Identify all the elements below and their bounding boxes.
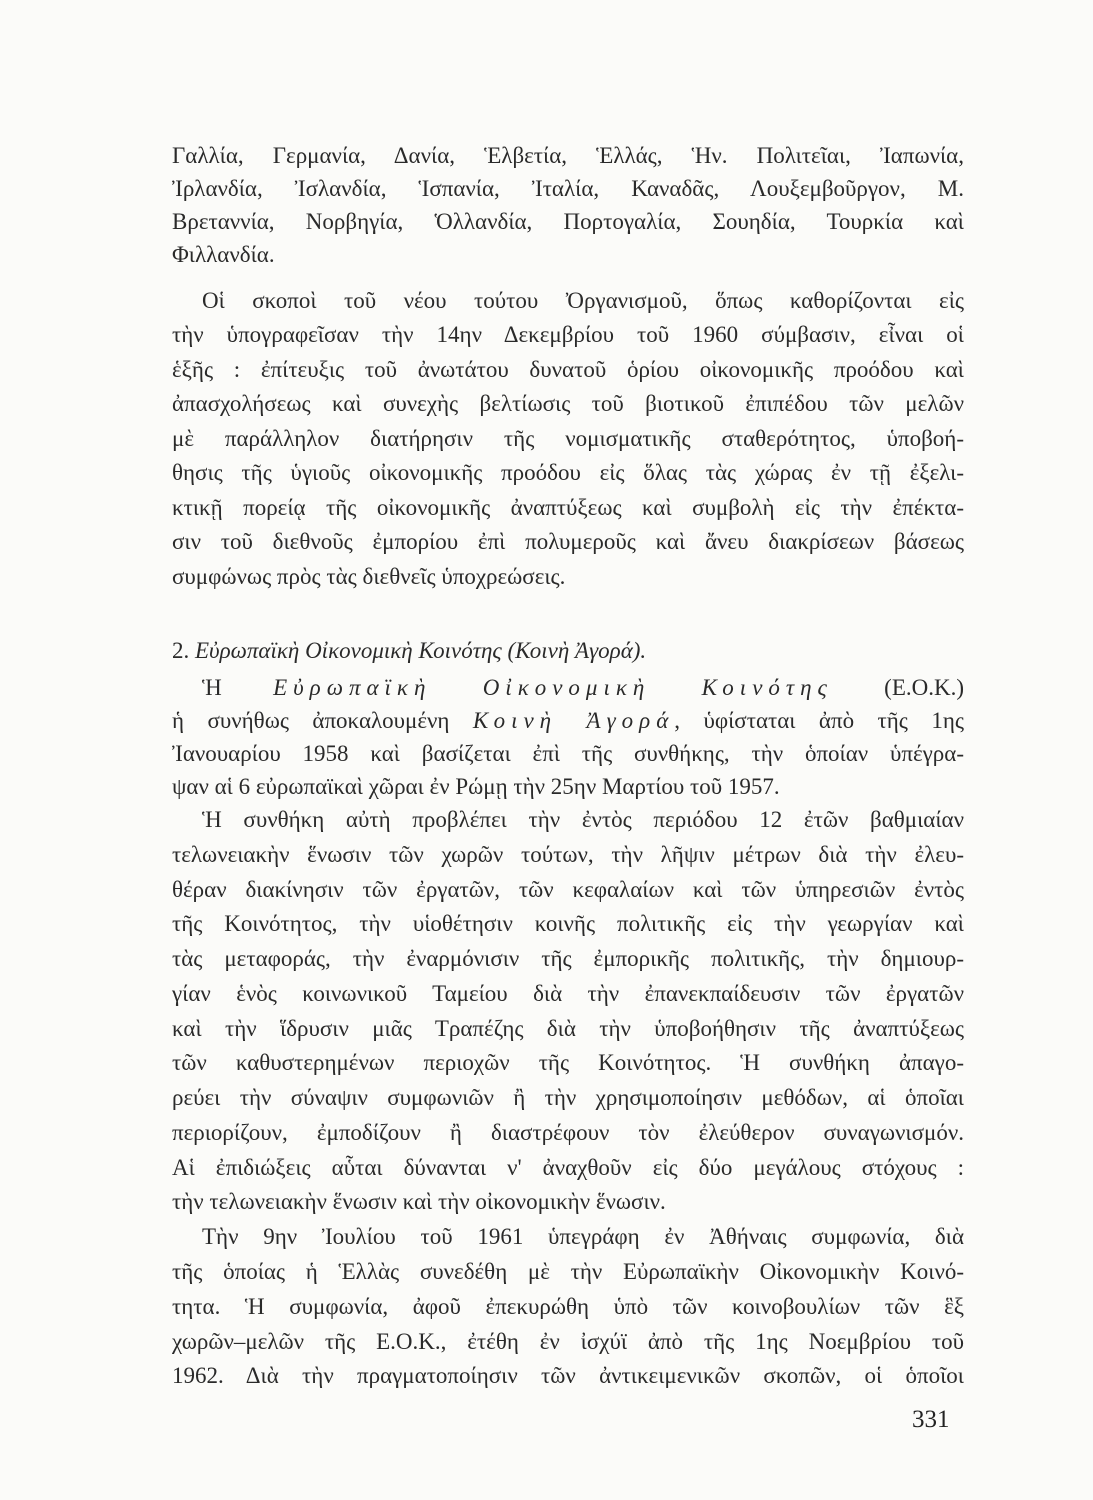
text-span: Αἱ ἐπιδιώξεις αὗται δύνανται ν' ἀναχθοῦν εἰς δύο μεγάλους στόχους : (172, 1155, 964, 1180)
text-span (650, 675, 701, 700)
emphasized-text: Κοινότης (701, 675, 833, 700)
text-span: συμφώνως πρὸς τὰς διεθνεῖς ὑποχρεώσεις. (172, 564, 566, 589)
text-line (172, 563, 964, 591)
text-span: τὴν ὑπογραφεῖσαν τὴν 14ην Δεκεμβρίου τοῦ 1960 σύμβασιν, εἶναι οἱ (172, 322, 964, 347)
text-line (172, 287, 964, 315)
text-line (172, 674, 964, 702)
text-span: θέραν διακίνησιν τῶν ἐργατῶν, τῶν κεφαλαίων καὶ τῶν ὑπηρεσιῶν ἐντὸς (172, 877, 964, 902)
emphasized-text: Εὐρωπαϊκὴ Οἰκονομικὴ Κοινότης (Κοινὴ Ἀγορά). (195, 638, 647, 663)
text-span: κτικῇ πορείᾳ τῆς οἰκονομικῆς ἀναπτύξεως καὶ συμβολὴ εἰς τὴν ἐπέκτα- (172, 495, 964, 520)
emphasized-text: Κοινὴ Ἀγορά (472, 708, 675, 733)
text-line (172, 1223, 964, 1251)
page-number: 331 (912, 1406, 950, 1433)
text-line (172, 1119, 964, 1147)
text-line (172, 494, 964, 522)
text-span: τὴν τελωνειακὴν ἕνωσιν καὶ τὴν οἰκονομικὴν ἕνωσιν. (172, 1189, 666, 1214)
text-line (172, 773, 964, 801)
text-line (172, 528, 964, 556)
text-span: χωρῶν–μελῶν τῆς Ε.Ο.Κ., ἐτέθη ἐν ἰσχύϊ ἀπὸ τῆς 1ης Νοεμβρίου τοῦ (172, 1329, 964, 1354)
text-span: Φιλλανδία. (172, 242, 275, 267)
text-line (172, 175, 964, 203)
text-span: Οἱ σκοποὶ τοῦ νέου τούτου Ὀργανισμοῦ, ὅπως καθορίζονται εἰς (202, 288, 964, 313)
text-span: ἡ συνήθως ἀποκαλουμένη (172, 708, 473, 733)
text-line (172, 459, 964, 487)
text-span: σιν τοῦ διεθνοῦς ἐμπορίου ἐπὶ πολυμεροῦς καὶ ἄνευ διακρίσεων βάσεως (172, 529, 964, 554)
text-line (172, 208, 964, 236)
text-span: Τὴν 9ην Ἰουλίου τοῦ 1961 ὑπεγράφη ἐν Ἀθήναις συμφωνία, διὰ (202, 1224, 964, 1249)
text-line (172, 1015, 964, 1043)
text-span: ἀπασχολήσεως καὶ συνεχὴς βελτίωσις τοῦ βιοτικοῦ ἐπιπέδου τῶν μελῶν (172, 391, 964, 416)
text-line (172, 1049, 964, 1077)
text-line (172, 1362, 964, 1390)
text-span: τῆς ὁποίας ἡ Ἑλλὰς συνεδέθη μὲ τὴν Εὐρωπαϊκὴν Οἰκονομικὴν Κοινό- (172, 1259, 964, 1284)
text-line (172, 945, 964, 973)
text-line (172, 980, 964, 1008)
text-line (172, 321, 964, 349)
emphasized-text: Οἰκονομικὴ (482, 675, 651, 700)
text-span: Ἰρλανδία, Ἰσλανδία, Ἱσπανία, Ἰταλία, Καναδᾶς, Λουξεμβοῦργον, Μ. (172, 176, 964, 201)
text-span: Ἰανουαρίου 1958 καὶ βασίζεται ἐπὶ τῆς συνθήκης, τὴν ὁποίαν ὑπέγρα- (172, 741, 964, 766)
text-line (172, 1293, 964, 1321)
text-span: ψαν αἱ 6 εὐρωπαϊκαὶ χῶραι ἐν Ρώμῃ τὴν 25ην Μαρτίου τοῦ 1957. (172, 774, 780, 799)
text-line (172, 142, 964, 170)
text-line (172, 425, 964, 453)
text-span: (Ε.Ο.Κ.) (832, 675, 965, 700)
text-span: τῶν καθυστερημένων περιοχῶν τῆς Κοινότητος. Ἡ συνθήκη ἀπαγο- (172, 1050, 964, 1075)
text-line (172, 1154, 964, 1182)
text-span: περιορίζουν, ἐμποδίζουν ἢ διαστρέφουν τὸν ἐλεύθερον συναγωνισμόν. (172, 1120, 964, 1145)
text-span: Γαλλία, Γερμανία, Δανία, Ἑλβετία, Ἑλλάς, Ἡν. Πολιτεῖαι, Ἰαπωνία, (172, 143, 964, 168)
text-span: τῆς Κοινότητος, τὴν υἱοθέτησιν κοινῆς πολιτικῆς εἰς τὴν γεωργίαν καὶ (172, 911, 964, 936)
text-line (172, 876, 964, 904)
text-line (172, 1084, 964, 1112)
text-line (172, 241, 964, 269)
text-span: Ἡ συνθήκη αὐτὴ προβλέπει τὴν ἐντὸς περιόδου 12 ἐτῶν βαθμιαίαν (202, 807, 964, 832)
text-line (172, 841, 964, 869)
text-line (172, 740, 964, 768)
text-line (172, 390, 964, 418)
text-span: θησις τῆς ὑγιοῦς οἰκονομικῆς προόδου εἰς ὅλας τὰς χώρας ἐν τῇ ἐξελι- (172, 460, 964, 485)
text-line (172, 1328, 964, 1356)
text-span: Βρεταννία, Νορβηγία, Ὁλλανδία, Πορτογαλία, Σουηδία, Τουρκία καὶ (172, 209, 964, 234)
text-span: τελωνειακὴν ἕνωσιν τῶν χωρῶν τούτων, τὴν λῆψιν μέτρων διὰ τὴν ἐλευ- (172, 842, 964, 867)
text-line (172, 1188, 964, 1216)
text-line (172, 910, 964, 938)
text-span: Ἡ (202, 675, 274, 700)
emphasized-text: Εὐρωπαϊκὴ (273, 675, 432, 700)
text-span: ἑξῆς : ἐπίτευξις τοῦ ἀνωτάτου δυνατοῦ ὁρίου οἰκονομικῆς προόδου καὶ (172, 357, 964, 382)
text-span: τὰς μεταφοράς, τὴν ἐναρμόνισιν τῆς ἐμπορικῆς πολιτικῆς, τὴν δημιουρ- (172, 946, 964, 971)
text-line (172, 1258, 964, 1286)
text-span (431, 675, 482, 700)
text-span: 1962. Διὰ τὴν πραγματοποίησιν τῶν ἀντικειμενικῶν σκοπῶν, οἱ ὁποῖοι (172, 1363, 964, 1388)
text-span: , ὑφίσταται ἀπὸ τῆς 1ης (674, 708, 964, 733)
text-line (172, 806, 964, 834)
text-span: γίαν ἑνὸς κοινωνικοῦ Ταμείου διὰ τὴν ἐπανεκπαίδευσιν τῶν ἐργατῶν (172, 981, 964, 1006)
text-span: καὶ τὴν ἵδρυσιν μιᾶς Τραπέζης διὰ τὴν ὑποβοήθησιν τῆς ἀναπτύξεως (172, 1016, 964, 1041)
text-span: μὲ παράλληλον διατήρησιν τῆς νομισματικῆς σταθερότητος, ὑποβοή- (172, 426, 964, 451)
text-span: τητα. Ἡ συμφωνία, ἀφοῦ ἐπεκυρώθη ὑπὸ τῶν κοινοβουλίων τῶν ἓξ (172, 1294, 964, 1319)
text-line (172, 356, 964, 384)
text-span: 2. (172, 638, 195, 663)
text-span: ρεύει τὴν σύναψιν συμφωνιῶν ἢ τὴν χρησιμοποίησιν μεθόδων, αἱ ὁποῖαι (172, 1085, 964, 1110)
text-line (172, 707, 964, 735)
section-heading (172, 637, 964, 665)
